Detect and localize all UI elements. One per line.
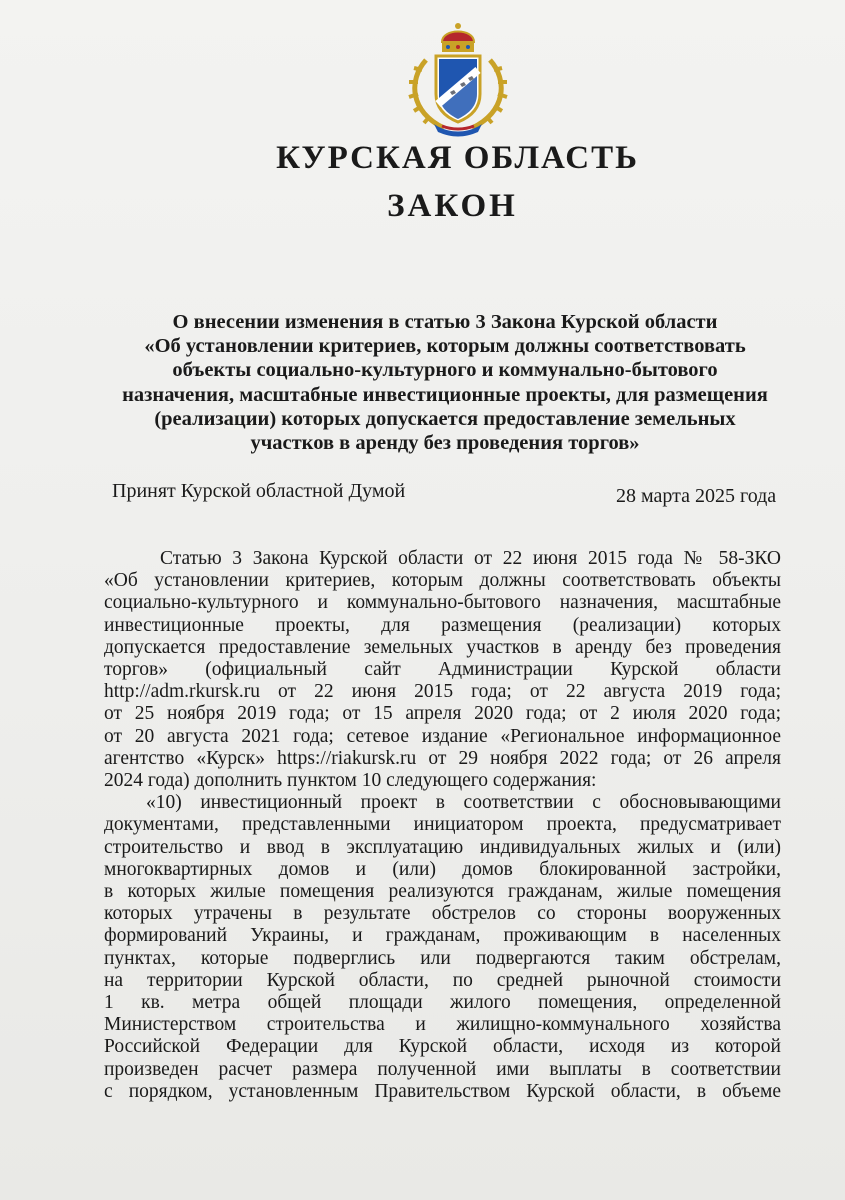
body-line: торгов» (официальный сайт Администрации Курской области [104,659,781,681]
body-line: произведен расчет размера полученной ими выплаты в соответствии [104,1058,781,1080]
body-line: на территории Курской области, по средней рыночной стоимости [104,969,781,991]
body-line: 2024 года) дополнить пунктом 10 следующего содержания: [104,770,597,792]
title-line: «Об установлении критериев, которым должны соответствовать [144,335,746,358]
body-line: допускается предоставление земельных участков в аренду без проведения [104,636,781,658]
body-line: в которых жилые помещения реализуются гражданам, жилые помещения [104,881,781,903]
body-line: пунктах, которые подверглись или подвергаются таким обстрелам, [104,947,781,969]
body-line: формирований Украины, и гражданам, проживающим в населенных [104,925,781,947]
body-line: агентство «Курск» https://riakursk.ru от 29 ноября 2022 года; от 26 апреля [104,747,781,769]
body-line: строительство и ввод в эксплуатацию индивидуальных жилых и (или) [104,836,781,858]
body-line: Российской Федерации для Курской области, исходя из которой [104,1036,781,1058]
title-line: О внесении изменения в статью 3 Закона Курской области [172,311,718,333]
body-line: http://adm.rkursk.ru от 22 июня 2015 года; от 22 августа 2019 года; [104,681,781,703]
body-line: «Об установлении критериев, которым должны соответствовать объекты [104,570,781,592]
kursk-coat-of-arms-icon [404,20,512,138]
document-type-heading: ЗАКОН [387,188,518,224]
adoption-date: 28 марта 2025 года [616,485,777,507]
law-title [120,310,770,455]
body-line: инвестиционные проекты, для размещения (реализации) которых [104,614,781,636]
title-line: участков в аренду без проведения торгов» [250,432,640,455]
adopted-by: Принят Курской областной Думой [112,480,406,502]
body-line: Статью 3 Закона Курской области от 22 июня 2015 года № 58-ЗКО [160,548,781,569]
body-line: которых утрачены в результате обстрелов со стороны вооруженных [104,903,781,925]
title-line: (реализации) которых допускается предоставление земельных [154,407,736,430]
body-line: с порядком, установленным Правительством Курской области, в объеме [104,1080,781,1102]
region-heading: КУРСКАЯ ОБЛАСТЬ [276,140,639,176]
body-line: от 20 августа 2021 года; сетевое издание «Региональное информационное [104,725,781,747]
body-line: социально-культурного и коммунально-бытового назначения, масштабные [104,592,781,614]
body-line: от 25 ноября 2019 года; от 15 апреля 2020 года; от 2 июля 2020 года; [104,703,781,725]
body-line: «10) инвестиционный проект в соответствии с обосновывающими [146,792,781,814]
body-line: многоквартирных домов и (или) домов блокированной застройки, [104,858,781,880]
title-line: назначения, масштабные инвестиционные проекты, для размещения [122,383,768,406]
body-line: Министерством строительства и жилищно-коммунального хозяйства [104,1014,781,1036]
body-line: документами, представленными инициатором проекта, предусматривает [104,814,781,836]
body-line: 1 кв. метра общей площади жилого помещения, определенной [104,992,781,1014]
title-line: объекты социально-культурного и коммунально-бытового [172,359,718,382]
law-body-text [104,548,781,1103]
